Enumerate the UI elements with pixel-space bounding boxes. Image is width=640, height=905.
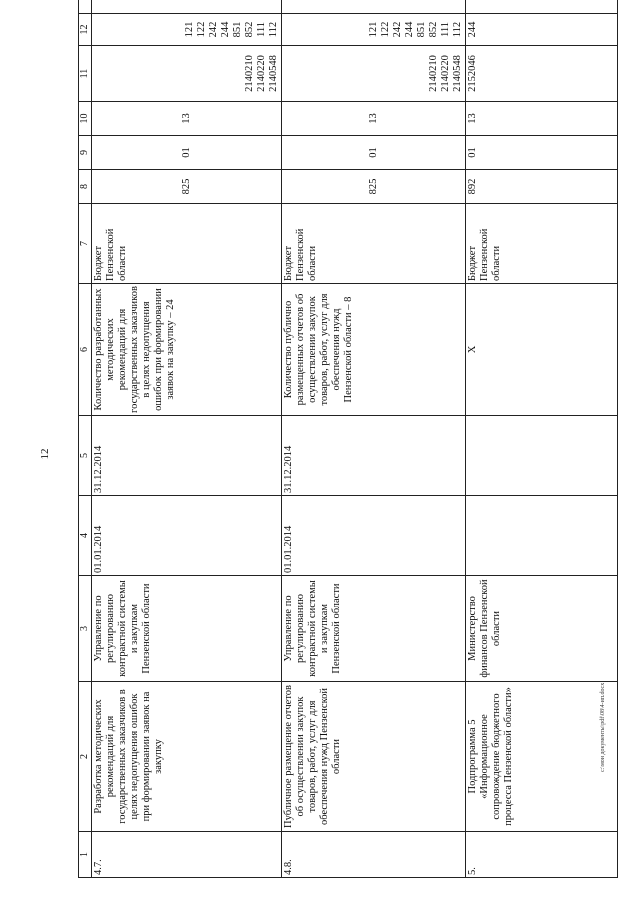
csr-code: 2140210 [244, 55, 256, 92]
column-header: 11 [79, 46, 92, 102]
expense-type-codes [92, 14, 282, 46]
vr-code: 111 [440, 22, 452, 37]
vr-code: 851 [232, 21, 244, 38]
vr-code: 242 [392, 21, 404, 38]
subsection-code: 13 [466, 102, 618, 136]
target-article-codes [466, 46, 618, 102]
section-code: 01 [92, 136, 282, 170]
grbs-code: 892 [466, 170, 618, 204]
column-header: 6 [79, 284, 92, 416]
column-header: 4 [79, 496, 92, 576]
vr-code: 852 [428, 21, 440, 38]
vr-code: 112 [452, 21, 464, 38]
column-header [79, 0, 92, 14]
amount [92, 0, 282, 14]
row-number: 5. [466, 832, 618, 878]
vr-code: 242 [208, 21, 220, 38]
csr-code: 2140210 [428, 55, 440, 92]
page-number: 12 [39, 448, 51, 460]
csr-code: 2140220 [256, 55, 268, 92]
vr-code: 851 [416, 21, 428, 38]
vr-code: 112 [268, 21, 280, 38]
csr-code: 2140220 [440, 55, 452, 92]
activity-name: Подпрограмма 5 «Информационное сопровождение бюджетного процесса Пензенской области» [466, 682, 618, 832]
expense-type-codes [466, 14, 618, 46]
end-date: 31.12.2014 [282, 416, 466, 496]
subsection-code: 13 [92, 102, 282, 136]
rotated-table-container [78, 21, 618, 878]
indicator: Х [466, 284, 618, 416]
grbs-code: 825 [282, 170, 466, 204]
start-date: 01.01.2014 [92, 496, 282, 576]
column-header: 2 [79, 682, 92, 832]
table-row [92, 0, 282, 878]
indicator: Количество публично размещенных отчетов об осуществлении закупок товаров, работ, услуг для обеспечения нужд Пензенской области – 8 [282, 284, 466, 416]
executor: Управление по регулированию контрактной системы и закупкам Пензенской области [92, 576, 282, 682]
executor: Министерство финансов Пензенской области [466, 576, 618, 682]
target-article-codes [92, 46, 282, 102]
column-header: 8 [79, 170, 92, 204]
vr-code: 244 [404, 21, 416, 38]
csr-code: 2140548 [452, 55, 464, 92]
vr-code: 852 [244, 21, 256, 38]
expense-type-codes [282, 14, 466, 46]
column-header: 12 [79, 14, 92, 46]
vr-code: 122 [380, 21, 392, 38]
funding-source: Бюджет Пензенской области [282, 204, 466, 284]
vr-code: 111 [256, 22, 268, 37]
csr-code: 2140548 [268, 55, 280, 92]
subsection-code: 13 [282, 102, 466, 136]
table-row [282, 0, 466, 878]
amount [282, 0, 466, 14]
end-date [466, 416, 618, 496]
column-header: 10 [79, 102, 92, 136]
file-path-footer: c:\мои документы\pdf\08\4-ип.docx [600, 682, 606, 772]
column-header: 9 [79, 136, 92, 170]
grbs-code: 825 [92, 170, 282, 204]
vr-code: 122 [196, 21, 208, 38]
column-header: 5 [79, 416, 92, 496]
funding-source: Бюджет Пензенской области [466, 204, 618, 284]
column-header: 7 [79, 204, 92, 284]
amount [466, 0, 618, 14]
row-number: 4.7. [92, 832, 282, 878]
section-code: 01 [466, 136, 618, 170]
start-date [466, 496, 618, 576]
funding-source: Бюджет Пензенской области [92, 204, 282, 284]
program-activities-table [78, 0, 618, 878]
indicator: Количество разработанных методических рекомендаций для государственных заказчиков в целях недопущения ошибок при формировании заявок на закупку – 24 [92, 284, 282, 416]
column-header: 3 [79, 576, 92, 682]
vr-code: 121 [184, 21, 196, 38]
header-row [79, 0, 92, 878]
end-date: 31.12.2014 [92, 416, 282, 496]
section-code: 01 [282, 136, 466, 170]
vr-code: 121 [368, 21, 380, 38]
start-date: 01.01.2014 [282, 496, 466, 576]
vr-code: 244 [220, 21, 232, 38]
target-article-codes [282, 46, 466, 102]
activity-name: Публичное размещение отчетов об осуществлении закупок товаров, работ, услуг для обеспечения нужд Пензенской области [282, 682, 466, 832]
column-header: 1 [79, 832, 92, 878]
csr-code: 2152046 [467, 55, 478, 92]
executor: Управление по регулированию контрактной системы и закупкам Пензенской области [282, 576, 466, 682]
row-number: 4.8. [282, 832, 466, 878]
table-row [466, 0, 618, 878]
activity-name: Разработка методических рекомендаций для государственных заказчиков в целях недопущения ошибок при формировании заявок на закупку [92, 682, 282, 832]
vr-code: 244 [467, 21, 478, 38]
